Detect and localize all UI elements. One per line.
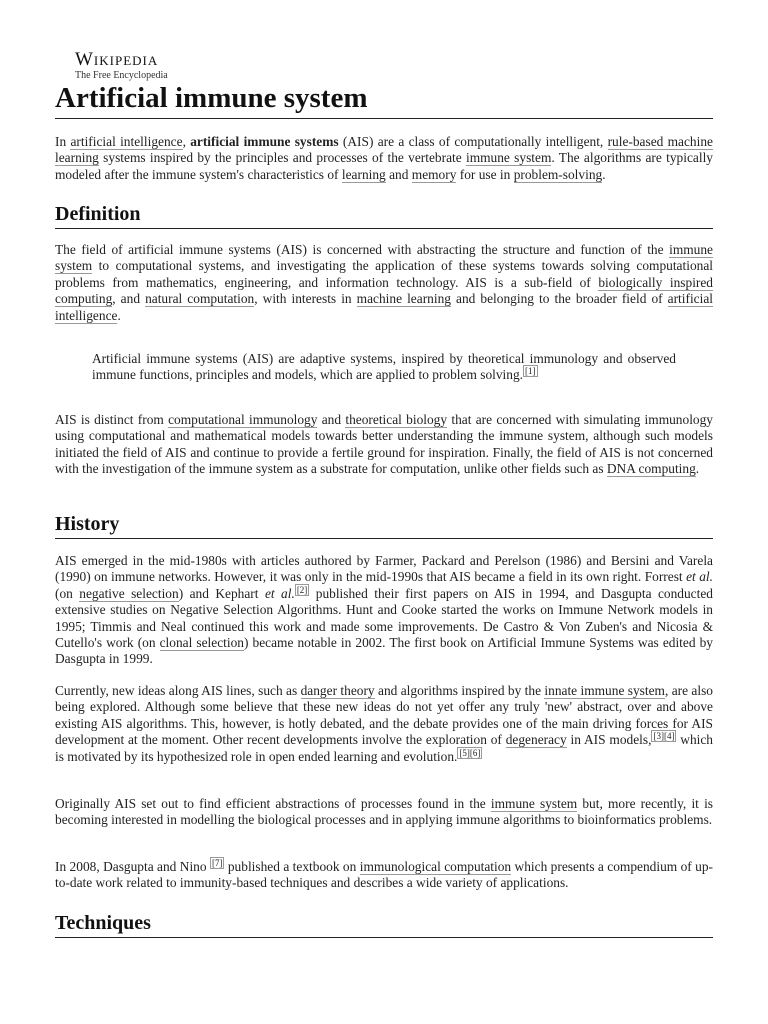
text: . The algorithms are typically modeled after the immune system's characteristics of: [55, 150, 713, 182]
text: that are concerned with simulating immunology using computational and mathematical models towards better understanding the immune system, although such models initiated the field of AIS and continue to provide a fertile ground for inspiration. Finally, the field of AIS is not concerned with the investigation of the immune system as a substrate for computation, unlike other fields such as: [55, 412, 714, 477]
link-memory[interactable]: memory: [411, 166, 457, 182]
text: In 2008, Dasgupta and Nino: [55, 859, 210, 874]
text: and: [385, 166, 412, 182]
link-theoretical-biology[interactable]: theoretical biology: [345, 412, 448, 427]
link-artificial-intelligence[interactable]: artificial intelligence: [70, 134, 183, 149]
citation-link[interactable]: [7]: [211, 858, 223, 868]
text: .: [695, 461, 700, 477]
text: in AIS models,: [566, 732, 652, 748]
text: ) and Kephart: [178, 585, 265, 601]
link-machine-learning[interactable]: machine learning: [356, 291, 451, 307]
link-learning[interactable]: learning: [341, 166, 386, 182]
text: and algorithms inspired by the: [374, 683, 545, 698]
text: .: [117, 307, 121, 323]
link-immune-system[interactable]: immune system: [465, 150, 552, 166]
heading-techniques: Techniques: [55, 909, 713, 938]
text: Currently, new ideas along AIS lines, such as: [55, 683, 301, 698]
text: (AIS) are a class of computationally intelligent,: [338, 134, 608, 149]
link-problem-solving[interactable]: problem-solving: [513, 166, 603, 182]
link-immune-system[interactable]: immune system: [490, 796, 578, 811]
link-negative-selection[interactable]: negative selection: [79, 585, 179, 601]
link-danger-theory[interactable]: danger theory: [300, 683, 375, 698]
quote-text: Artificial immune systems (AIS) are adaptive systems, inspired by theoretical immunology and observed immune functions, principles and models, which are applied to problem solving.: [92, 351, 676, 383]
text: ) became notable in 2002. The first book on Artificial Immune Systems was edited by Dasgupta in 1999.: [55, 635, 713, 667]
text: (on: [55, 585, 80, 601]
link-biologically-inspired-computing[interactable]: biologically inspired computing: [55, 274, 714, 307]
text: systems inspired by the principles and processes of the vertebrate: [98, 150, 466, 166]
history-paragraph-2: [55, 683, 713, 765]
citation-link[interactable]: [3][4]: [653, 731, 675, 742]
link-immunological-computation[interactable]: immunological computation: [359, 859, 512, 874]
page-title: Artificial immune system: [55, 80, 713, 119]
citation-link[interactable]: [5][6]: [459, 747, 481, 758]
text: which is motivated by its hypothesized role in open ended learning and evolution.: [55, 732, 714, 764]
text: AIS is distinct from: [55, 412, 169, 427]
text: .: [602, 166, 606, 182]
link-dna-computing[interactable]: DNA computing: [606, 461, 696, 477]
text: The field of artificial immune systems (AIS) is concerned with abstracting the structure and function of the: [55, 242, 670, 257]
text: , are also being explored. Although some believe that these new ideas do not yet offer any truly 'new' abstract, over and above existing AIS algorithms. This, however, is hotly debated, and the debate provides one of the main driving forces for AIS development at the moment. Other recent developments involve the exploration of: [55, 683, 713, 748]
history-paragraph-1: [55, 553, 713, 668]
history-paragraph-4: [55, 859, 713, 892]
citation-link[interactable]: [1]: [525, 366, 536, 377]
blockquote: [92, 351, 676, 384]
logo-tagline: The Free Encyclopedia: [75, 70, 168, 81]
heading-definition: Definition: [55, 200, 713, 229]
text: to computational systems, and investigating the application of these systems towards solving computational problems from mathematics, engineering, and information technology. AIS is a sub-field of: [55, 258, 713, 290]
link-computational-immunology[interactable]: computational immunology: [168, 412, 318, 427]
text: ,: [182, 134, 191, 149]
text: , with interests in: [254, 291, 357, 307]
text: and: [317, 412, 346, 427]
text: published a textbook on: [224, 859, 360, 874]
link-degeneracy[interactable]: degeneracy: [505, 732, 567, 748]
logo-wordmark: Wikipedia: [75, 49, 159, 70]
citation-link[interactable]: [2]: [296, 584, 308, 595]
link-clonal-selection[interactable]: clonal selection: [159, 635, 244, 651]
bold-term: artificial immune systems: [190, 134, 339, 149]
link-innate-immune-system[interactable]: innate immune system: [544, 683, 665, 698]
link-natural-computation[interactable]: natural computation: [145, 291, 255, 307]
history-paragraph-3: [55, 796, 713, 829]
italic-text: et al.: [264, 585, 295, 601]
link-rule-based-machine-learning[interactable]: rule-based machine learning: [55, 134, 713, 166]
link-immune-system[interactable]: immune system: [55, 242, 713, 274]
definition-paragraph-1: [55, 242, 713, 324]
text: and belonging to the broader field of: [450, 291, 668, 307]
wikipedia-logo[interactable]: [75, 50, 195, 82]
text: but, more recently, it is becoming interested in modelling the biological processes and in applying immune algorithms to bioinformatics problems.: [55, 796, 713, 828]
text: , and: [112, 291, 146, 307]
link-artificial-intelligence[interactable]: artificial intelligence: [55, 291, 714, 323]
text: which presents a compendium of up-to-date work related to immunity-based techniques and describes a wide variety of applications.: [55, 859, 713, 891]
definition-paragraph-2: [55, 412, 713, 478]
text: for use in: [456, 166, 514, 182]
text: published their first papers on AIS in 1994, and Dasgupta conducted extensive studies on Negative Selection Algorithms. Hunt and Cooke started the works on Immune Network models in 1995; Timmis and Neal continued this work and made some improvements. De Castro & Von Zuben's and Nicosia & Cutello's work (on: [55, 585, 713, 651]
text: Originally AIS set out to find efficient abstractions of processes found in the: [55, 796, 491, 811]
intro-paragraph: [55, 134, 713, 183]
heading-history: History: [55, 510, 713, 539]
text: AIS emerged in the mid-1980s with articles authored by Farmer, Packard and Perelson (1986) and Bersini and Varela (1990) on immune networks. However, it was only in the mid-1990s that AIS became a field in its own right. Forrest: [55, 553, 713, 585]
text: In: [55, 134, 71, 149]
italic-text: et al.: [686, 569, 713, 585]
